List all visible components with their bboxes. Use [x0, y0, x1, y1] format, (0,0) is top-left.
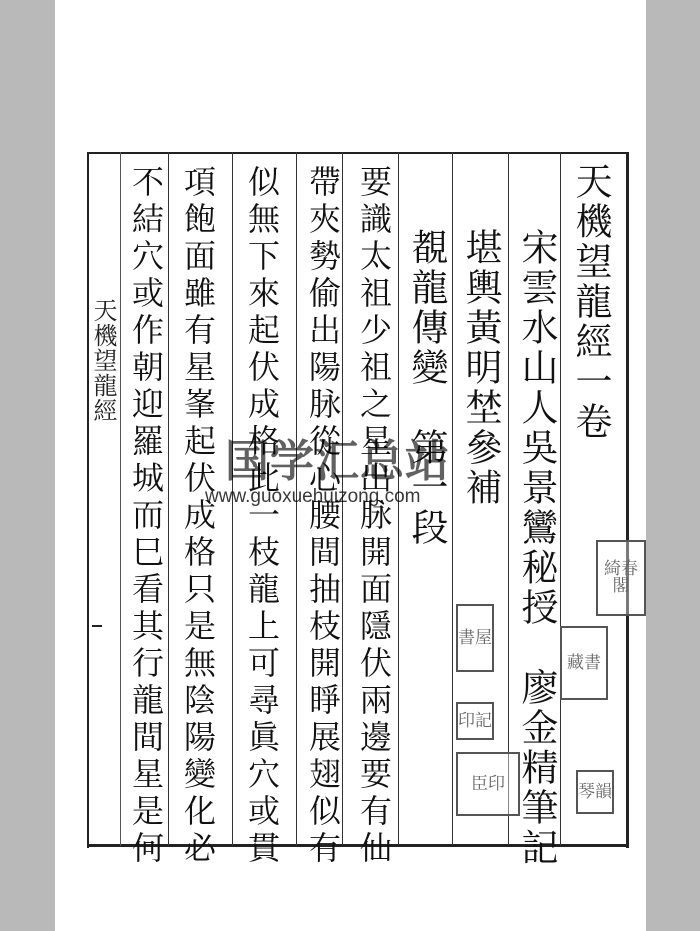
- collector-seal: 藏書: [560, 626, 608, 700]
- column-rule: [452, 152, 453, 846]
- collector-seal: 琴韻: [576, 770, 614, 814]
- column-rule: [168, 152, 169, 846]
- collector-seal: 書屋: [456, 604, 494, 672]
- editor-line: 堪輿黃明埜參補: [459, 228, 502, 508]
- column-rule: [508, 152, 509, 846]
- book-title: 天機望龍經一卷: [569, 162, 612, 442]
- author-line: 宋雲水山人吳景鸞秘授 廖金精筆記: [515, 228, 558, 868]
- page-number-mark: [92, 625, 102, 627]
- text-column: 項飽面雖有星峯起伏成格只是無陰陽變化必: [179, 165, 217, 868]
- text-column: 似無下來起伏成格此一枝龍上可尋眞穴或貫: [243, 165, 281, 868]
- collector-seal: 印記: [456, 702, 494, 740]
- collector-seal: 綺春閣: [596, 540, 646, 616]
- text-column: 不結穴或作朝迎羅城而巳看其行龍間星是何: [127, 165, 165, 868]
- section-heading: 覩龍傳變 第一段: [405, 228, 448, 548]
- spine-title: 天機望龍經: [89, 298, 117, 423]
- watermark-logo: 国学汇总站: [225, 436, 450, 487]
- collector-seal: 臣印: [456, 752, 520, 816]
- watermark-url: www.guoxuehuizong.com: [205, 486, 421, 507]
- text-column: 帶夾勢偷出陽脉從心腰間抽枝開睜展翅似有: [304, 165, 342, 868]
- column-rule: [560, 152, 561, 846]
- text-column: 要識太祖少祖之星出脉開面隱伏兩邊要有仙: [355, 165, 393, 868]
- center-fold-line: [120, 152, 121, 846]
